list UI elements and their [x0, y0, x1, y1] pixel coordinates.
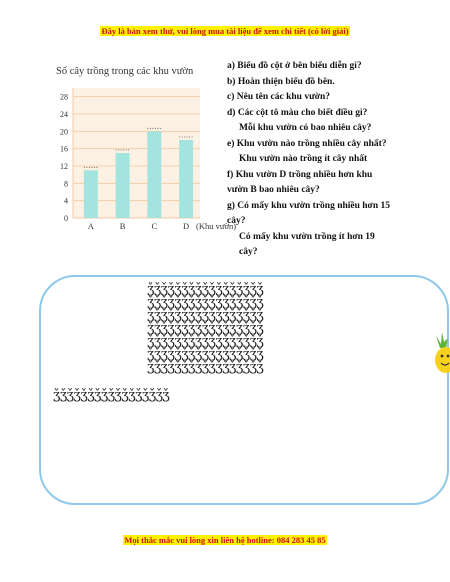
hotline-text: Mọi thắc mắc vui lòng xin liên hệ hotline: 084 283 45 85 — [124, 535, 326, 545]
x-tick-label: C — [151, 221, 158, 231]
y-tick-label: 0 — [64, 214, 68, 223]
y-tick-label: 12 — [60, 162, 68, 171]
placeholder-text-line: ǯǯǯǯǯǯǯǯǯǯǯǯǯǯǯǯǯ — [147, 347, 264, 362]
placeholder-text-line: ǯǯǯǯǯǯǯǯǯǯǯǯǯǯǯǯǯ — [147, 295, 264, 310]
placeholder-text-line: ǯǯǯǯǯǯǯǯǯǯǯǯǯǯǯǯǯ — [53, 388, 170, 403]
bar — [84, 170, 98, 218]
placeholder-text-line: ǯǯǯǯǯǯǯǯǯǯǯǯǯǯǯǯǯ — [147, 360, 264, 375]
question-item: c) Nêu tên các khu vườn? — [227, 92, 331, 102]
y-tick-label: 24 — [60, 110, 68, 119]
bar — [179, 140, 193, 218]
pineapple-icon — [432, 330, 450, 378]
question-item: f) Khu vườn D trồng nhiều hơn khu vườn B bao nhiêu cây? — [227, 169, 373, 195]
y-tick-label: 4 — [64, 196, 68, 206]
bar — [116, 153, 130, 218]
question-item: g) Có mấy khu vườn trồng nhiều hơn 15 cây? — [227, 200, 390, 226]
bar — [147, 131, 161, 218]
question-item: a) Biểu đồ cột ở bên biểu diễn gì? — [227, 61, 362, 71]
placeholder-text-line: ǯǯǯǯǯǯǯǯǯǯǯǯǯǯǯǯǯ — [147, 321, 264, 336]
hotline-banner — [0, 535, 450, 545]
placeholder-text-line: ǯǯǯǯǯǯǯǯǯǯǯǯǯǯǯǯǯ — [147, 282, 264, 297]
question-item: e) Khu vườn nào trồng nhiều cây nhất? — [227, 138, 387, 149]
x-tick-label: A — [87, 221, 94, 231]
y-tick-label: 8 — [64, 179, 68, 189]
x-axis-label: (Khu vườn) — [196, 221, 237, 231]
x-tick-label: D — [183, 221, 190, 231]
chart-title: Số cây trồng trong các khu vườn — [56, 66, 194, 77]
question-item: Mỗi khu vườn có bao nhiêu cây? — [239, 123, 372, 133]
question-item: Có mấy khu vườn trồng ít hơn 19 cây? — [239, 231, 375, 257]
preview-notice-banner — [0, 26, 450, 36]
question-item: b) Hoàn thiện biểu đồ bên. — [227, 76, 335, 87]
y-tick-label: 28 — [60, 92, 68, 102]
question-item: Khu vườn nào trồng ít cây nhất — [239, 154, 368, 164]
placeholder-text-line: ǯǯǯǯǯǯǯǯǯǯǯǯǯǯǯǯǯ — [147, 308, 264, 323]
preview-notice-text: Đây là bản xem thử, vui lòng mua tài liệu để xem chi tiết (có lời giải) — [101, 26, 349, 36]
placeholder-text-block — [147, 283, 263, 374]
question-item: d) Các cột tô màu cho biết điều gì? — [227, 107, 368, 118]
bar-chart — [52, 84, 202, 234]
question-list — [227, 59, 395, 261]
placeholder-text-line: ǯǯǯǯǯǯǯǯǯǯǯǯǯǯǯǯǯ — [147, 334, 264, 349]
y-tick-label: 20 — [60, 127, 68, 137]
y-tick-label: 16 — [60, 144, 68, 154]
x-tick-label: B — [119, 221, 126, 231]
